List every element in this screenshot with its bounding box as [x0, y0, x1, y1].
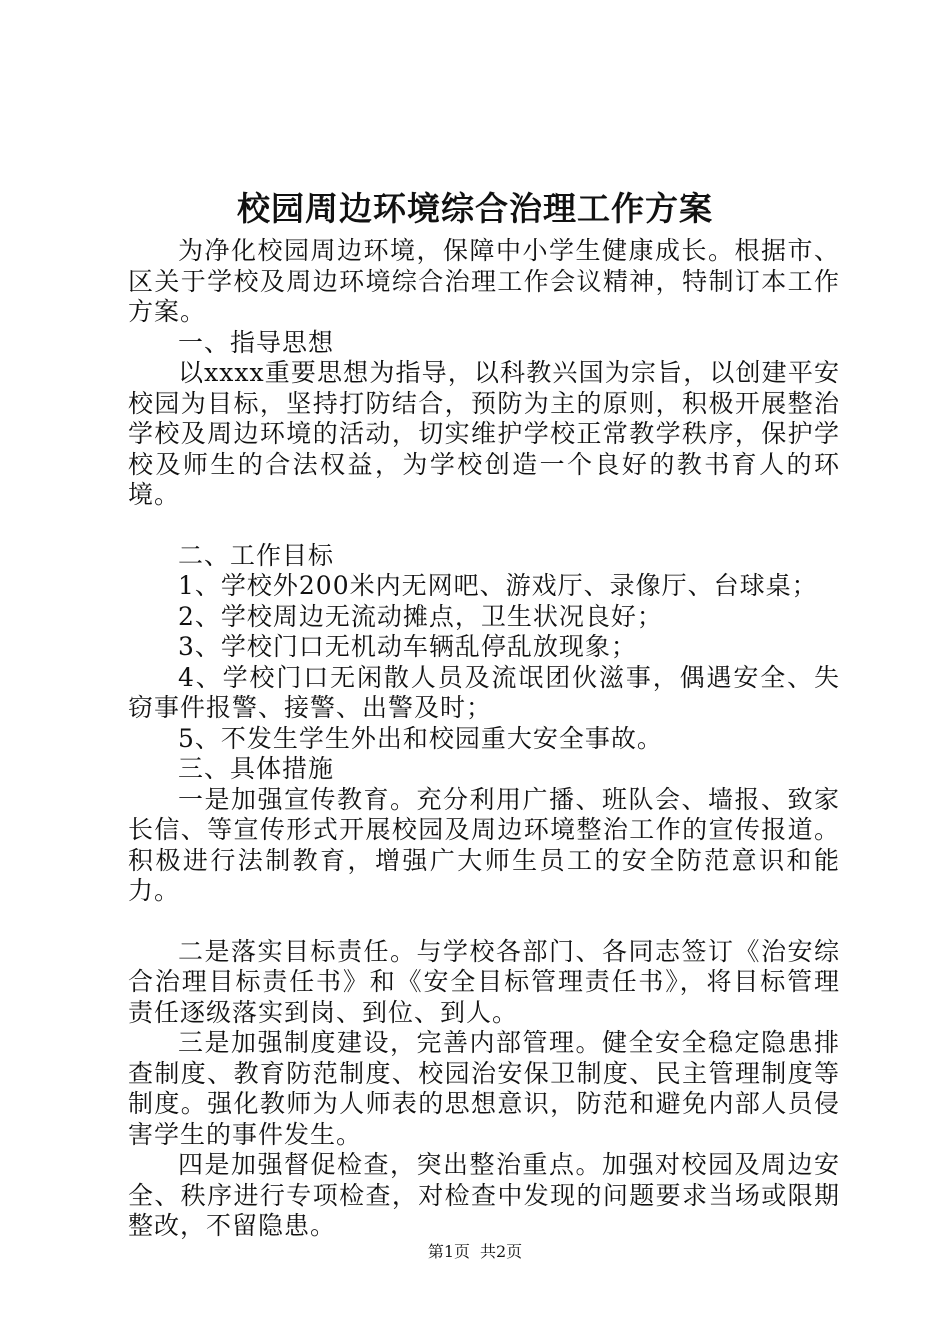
goal-item: 3、学校门口无机动车辆乱停乱放现象；	[178, 632, 637, 661]
goal-item: 4、学校门口无闲散人员及流氓团伙滋事，偶遇安全、失窃事件报警、接警、出警及时；	[128, 662, 840, 722]
measure-paragraph: 二是落实目标责任。与学校各部门、各同志签订《治安综合治理目标责任书》和《安全目标管理责任书》，将目标管理责任逐级落实到岗、到位、到人。	[128, 936, 840, 1027]
section-heading-work-goals: 二、工作目标	[178, 540, 335, 570]
paragraph-gap	[128, 907, 840, 937]
measure-paragraph: 一是加强宣传教育。充分利用广播、班队会、墙报、致家长信、等宣传形式开展校园及周边环境整治工作的宣传报道。积极进行法制教育，增强广大师生员工的安全防范意识和能力。	[128, 784, 840, 905]
measure-paragraph: 三是加强制度建设，完善内部管理。健全安全稳定隐患排查制度、教育防范制度、校园治安保卫制度、民主管理制度等制度。强化教师为人师表的思想意识，防范和避免内部人员侵害学生的事件发生。	[128, 1028, 840, 1149]
goal-item: 2、学校周边无流动摊点，卫生状况良好；	[178, 601, 663, 631]
goal-item: 1、学校外200米内无网吧、游戏厅、录像厅、台球桌；	[178, 571, 818, 600]
document-title: 校园周边环境综合治理工作方案	[237, 189, 713, 228]
guiding-thought-paragraph: 以xxxx重要思想为指导，以科教兴国为宗旨，以创建平安校园为目标，坚持打防结合，预防为主的原则，积极开展整治学校及周边环境的活动，切实维护学校正常教学秩序，保护学校及师生的合法权益，为学校创造一个良好的教书育人的环境。	[128, 358, 840, 509]
goal-item: 5、不发生学生外出和校园重大安全事故。	[178, 723, 663, 753]
measure-paragraph: 四是加强督促检查，突出整治重点。加强对校园及周边安全、秩序进行专项检查，对检查中发现的问题要求当场或限期整改，不留隐患。	[128, 1150, 840, 1240]
page-footer	[0, 1240, 950, 1264]
paragraph-gap	[128, 511, 840, 541]
intro-paragraph: 为净化校园周边环境，保障中小学生健康成长。根据市、区关于学校及周边环境综合治理工作会议精神，特制订本工作方案。	[128, 236, 840, 326]
section-heading-guiding-thought: 一、指导思想	[178, 327, 335, 357]
section-heading-measures: 三、具体措施	[178, 754, 335, 783]
document-body	[128, 236, 840, 1242]
page-number: 第1页	[427, 1242, 470, 1261]
page-total: 共2页	[480, 1242, 523, 1261]
